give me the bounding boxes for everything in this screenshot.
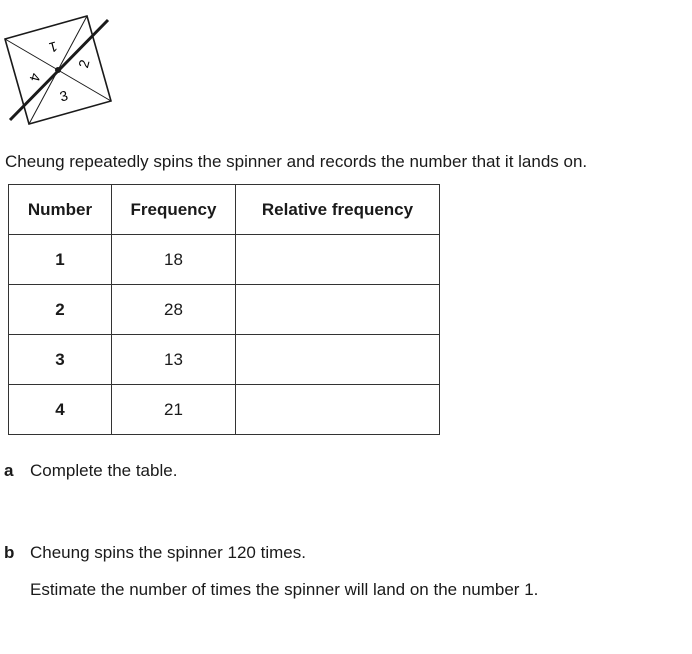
question-b-label: b [4, 543, 15, 562]
table-row [9, 385, 440, 435]
cell-frequency: 21 [112, 385, 236, 435]
table-row [9, 285, 440, 335]
table-header-row [9, 185, 440, 235]
cell-relative-frequency[interactable] [236, 335, 440, 385]
question-b-text: Cheung spins the spinner 120 times. [30, 543, 306, 562]
spinner-number-3: 3 [57, 87, 70, 105]
intro-text: Cheung repeatedly spins the spinner and records the number that it lands on. [5, 152, 588, 171]
cell-frequency: 18 [112, 235, 236, 285]
question-a-text: Complete the table. [30, 461, 178, 480]
header-frequency: Frequency [112, 185, 236, 235]
header-number: Number [9, 185, 112, 235]
table-row [9, 235, 440, 285]
cell-frequency: 13 [112, 335, 236, 385]
cell-number: 2 [9, 285, 112, 335]
frequency-table [8, 184, 440, 435]
header-relative-frequency: Relative frequency [236, 185, 440, 235]
cell-relative-frequency[interactable] [236, 235, 440, 285]
spinner-number-4: 4 [26, 71, 44, 84]
spinner-center [55, 67, 61, 73]
question-a [4, 461, 177, 481]
spinner-diagram [0, 0, 130, 130]
question-b-text-2: Estimate the number of times the spinner will land on the number 1. [30, 580, 539, 599]
cell-number: 3 [9, 335, 112, 385]
cell-number: 4 [9, 385, 112, 435]
question-a-label: a [4, 461, 14, 480]
cell-relative-frequency[interactable] [236, 385, 440, 435]
table-row [9, 335, 440, 385]
cell-number: 1 [9, 235, 112, 285]
spinner-number-1: 1 [47, 38, 60, 56]
question-b [4, 543, 306, 563]
cell-relative-frequency[interactable] [236, 285, 440, 335]
cell-frequency: 28 [112, 285, 236, 335]
spinner-number-2: 2 [75, 57, 93, 70]
